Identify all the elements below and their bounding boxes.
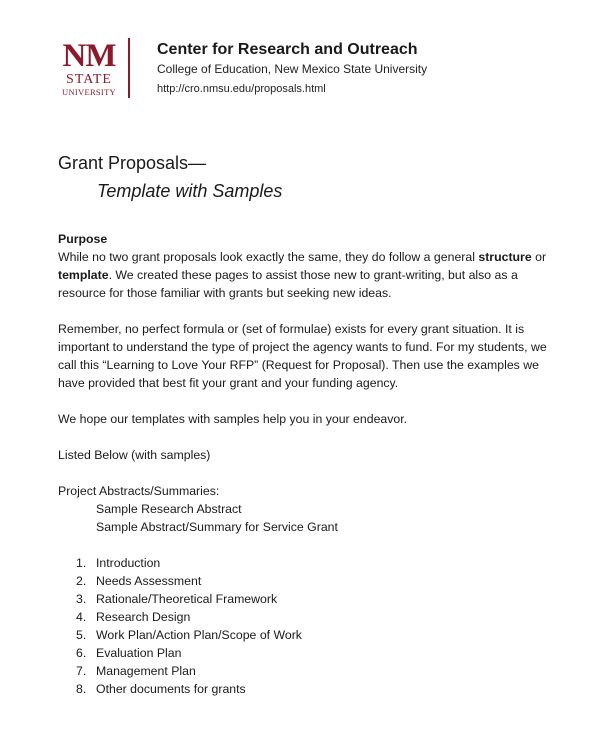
purpose-bold-template: template [58, 268, 109, 282]
list-number: 1. [76, 556, 87, 570]
list-number: 7. [76, 664, 87, 678]
list-number: 5. [76, 628, 87, 642]
org-name: Center for Research and Outreach [157, 41, 418, 58]
org-subtitle: College of Education, New Mexico State University [157, 62, 428, 76]
document-subtitle: Template with Samples [97, 181, 283, 201]
list-item [58, 572, 558, 590]
list-item [58, 608, 558, 626]
document-title: Grant Proposals— [58, 153, 207, 173]
purpose-heading: Purpose [58, 232, 108, 246]
document-body [58, 230, 558, 698]
list-item [58, 662, 558, 680]
list-label: Rationale/Theoretical Framework [96, 592, 278, 606]
purpose-text-a: While no two grant proposals look exactly the same, they do follow a general [58, 250, 479, 264]
sections-list [58, 554, 558, 698]
list-number: 3. [76, 592, 87, 606]
nmsu-logo [58, 38, 120, 97]
list-item [58, 626, 558, 644]
list-label: Management Plan [96, 664, 196, 678]
list-label: Other documents for grants [96, 682, 246, 696]
list-label: Research Design [96, 610, 191, 624]
purpose-bold-structure: structure [478, 250, 532, 264]
purpose-text-c: or [531, 250, 547, 264]
logo-nm: NM [62, 38, 116, 74]
purpose-paragraph [58, 248, 558, 302]
abstracts-heading: Project Abstracts/Summaries: [58, 484, 220, 498]
purpose-text-e: . We created these pages to assist those new to grant-writing, but also as a resource for those familiar with grants but seeking new ideas. [58, 268, 518, 300]
abstract-item: Sample Research Abstract [96, 502, 242, 516]
list-item [58, 590, 558, 608]
list-item [58, 644, 558, 662]
logo-university: UNIVERSITY [62, 87, 116, 97]
list-number: 2. [76, 574, 87, 588]
list-number: 4. [76, 610, 87, 624]
list-label: Work Plan/Action Plan/Scope of Work [96, 628, 302, 642]
list-item [58, 554, 558, 572]
list-label: Evaluation Plan [96, 646, 182, 660]
list-number: 8. [76, 682, 87, 696]
abstract-item: Sample Abstract/Summary for Service Grant [96, 520, 338, 534]
list-number: 6. [76, 646, 87, 660]
hope-paragraph: We hope our templates with samples help you in your endeavor. [58, 412, 408, 426]
header-divider [128, 38, 130, 98]
formula-paragraph: Remember, no perfect formula or (set of formulae) exists for every grant situation. It is important to understand the type of project the agency wants to fund. For my students, we call this “Learning to Love Your RFP” (Request for Proposal). Then use the examples we have provided that best fit your grant and your funding agency. [58, 322, 547, 390]
list-label: Needs Assessment [96, 574, 202, 588]
logo-state: STATE [66, 72, 112, 87]
org-url: http://cro.nmsu.edu/proposals.html [157, 83, 326, 95]
list-label: Introduction [96, 556, 161, 570]
list-item [58, 680, 558, 698]
listed-below: Listed Below (with samples) [58, 448, 211, 462]
